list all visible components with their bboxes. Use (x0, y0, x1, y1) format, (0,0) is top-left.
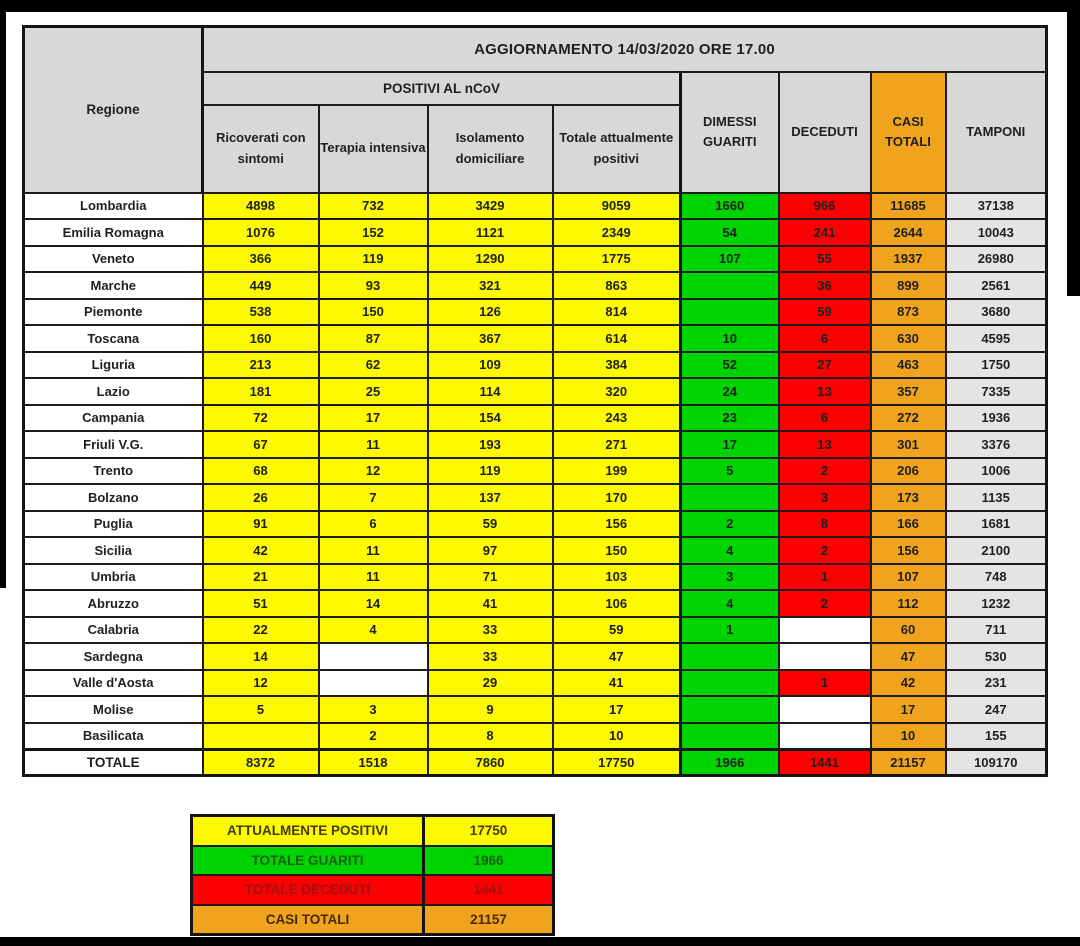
table-cell: 3 (779, 484, 871, 511)
table-cell: 449 (203, 272, 319, 299)
col-header-totale-attualmente-positivi: Totale attualmente positivi (553, 105, 681, 193)
table-cell: 137 (428, 484, 553, 511)
table-cell: 67 (203, 431, 319, 458)
table-cell (779, 617, 871, 644)
table-cell: 91 (203, 511, 319, 538)
table-cell: 2 (319, 723, 428, 750)
table-cell: 1518 (319, 749, 428, 776)
table-cell: 7860 (428, 749, 553, 776)
region-name-cell: Bolzano (24, 484, 203, 511)
table-cell: 4 (681, 590, 779, 617)
col-header-casi-totali: CASI TOTALI (871, 72, 946, 193)
table-cell: 11 (319, 564, 428, 591)
legend-label: CASI TOTALI (192, 905, 424, 935)
table-cell: 367 (428, 325, 553, 352)
table-cell (681, 670, 779, 697)
table-cell: 9 (428, 696, 553, 723)
table-cell: 93 (319, 272, 428, 299)
table-cell (681, 272, 779, 299)
table-cell: 54 (681, 219, 779, 246)
table-cell: 12 (203, 670, 319, 697)
col-header-terapia-intensiva: Terapia intensiva (319, 105, 428, 193)
table-cell: 59 (779, 299, 871, 326)
table-cell: 156 (553, 511, 681, 538)
region-name-cell: TOTALE (24, 749, 203, 776)
table-cell: 42 (203, 537, 319, 564)
table-row (24, 564, 1047, 591)
table-row (24, 590, 1047, 617)
table-cell: 863 (553, 272, 681, 299)
table-cell: 206 (871, 458, 946, 485)
table-cell: 463 (871, 352, 946, 379)
col-header-deceduti: DECEDUTI (779, 72, 871, 193)
region-name-cell: Abruzzo (24, 590, 203, 617)
table-cell (681, 643, 779, 670)
table-cell: 68 (203, 458, 319, 485)
black-border-top (0, 0, 1080, 12)
table-cell: 4595 (946, 325, 1047, 352)
table-cell: 11 (319, 537, 428, 564)
table-cell: 899 (871, 272, 946, 299)
legend-row (192, 846, 554, 876)
region-name-cell: Sicilia (24, 537, 203, 564)
table-cell: 7 (319, 484, 428, 511)
table-cell: 1966 (681, 749, 779, 776)
table-cell: 873 (871, 299, 946, 326)
region-name-cell: Marche (24, 272, 203, 299)
table-cell: 72 (203, 405, 319, 432)
table-cell (779, 723, 871, 750)
table-cell: 1232 (946, 590, 1047, 617)
table-cell: 51 (203, 590, 319, 617)
table-cell: 3 (681, 564, 779, 591)
col-header-regione: Regione (24, 27, 203, 193)
table-row (24, 696, 1047, 723)
table-cell: 272 (871, 405, 946, 432)
table-row (24, 617, 1047, 644)
table-row (24, 431, 1047, 458)
table-cell: 26980 (946, 246, 1047, 273)
table-cell: 25 (319, 378, 428, 405)
table-cell: 357 (871, 378, 946, 405)
region-name-cell: Trento (24, 458, 203, 485)
col-header-tamponi: TAMPONI (946, 72, 1047, 193)
table-cell: 13 (779, 378, 871, 405)
legend-value: 1966 (424, 846, 554, 876)
table-cell: 2 (681, 511, 779, 538)
covid-region-table (22, 25, 1048, 777)
table-row (24, 299, 1047, 326)
region-name-cell: Valle d'Aosta (24, 670, 203, 697)
table-cell: 2561 (946, 272, 1047, 299)
table-cell: 23 (681, 405, 779, 432)
legend-label: TOTALE DECEDUTI (192, 875, 424, 905)
table-cell: 538 (203, 299, 319, 326)
col-header-ricoverati-con-sintomi: Ricoverati con sintomi (203, 105, 319, 193)
table-cell: 320 (553, 378, 681, 405)
legend-row (192, 905, 554, 935)
table-cell: 1750 (946, 352, 1047, 379)
region-name-cell: Friuli V.G. (24, 431, 203, 458)
table-cell: 33 (428, 643, 553, 670)
table-cell: 87 (319, 325, 428, 352)
table-cell: 6 (779, 325, 871, 352)
table-cell: 119 (428, 458, 553, 485)
table-cell: 152 (319, 219, 428, 246)
table-cell: 41 (553, 670, 681, 697)
table-cell: 4 (319, 617, 428, 644)
table-cell: 55 (779, 246, 871, 273)
table-cell: 42 (871, 670, 946, 697)
table-cell: 47 (553, 643, 681, 670)
table-row (24, 378, 1047, 405)
table-cell: 4 (681, 537, 779, 564)
table-cell (319, 670, 428, 697)
table-row (24, 193, 1047, 220)
table-cell: 17 (553, 696, 681, 723)
table-row (24, 352, 1047, 379)
table-cell: 107 (681, 246, 779, 273)
table-row (24, 458, 1047, 485)
table-cell: 107 (871, 564, 946, 591)
table-cell: 614 (553, 325, 681, 352)
table-cell: 5 (681, 458, 779, 485)
table-cell: 241 (779, 219, 871, 246)
table-cell: 814 (553, 299, 681, 326)
table-cell: 173 (871, 484, 946, 511)
table-cell: 47 (871, 643, 946, 670)
table-cell: 8 (428, 723, 553, 750)
table-cell: 114 (428, 378, 553, 405)
table-cell: 160 (203, 325, 319, 352)
black-border-bottom (0, 937, 1080, 946)
table-cell: 36 (779, 272, 871, 299)
legend-value: 1441 (424, 875, 554, 905)
table-cell: 321 (428, 272, 553, 299)
table-cell: 1 (779, 564, 871, 591)
region-name-cell: Piemonte (24, 299, 203, 326)
table-cell: 1660 (681, 193, 779, 220)
region-name-cell: Toscana (24, 325, 203, 352)
region-name-cell: Sardegna (24, 643, 203, 670)
table-cell: 60 (871, 617, 946, 644)
table-cell: 366 (203, 246, 319, 273)
table-cell (681, 723, 779, 750)
table-row (24, 246, 1047, 273)
table-cell: 11685 (871, 193, 946, 220)
table-cell: 10 (553, 723, 681, 750)
legend-row (192, 875, 554, 905)
table-cell: 8372 (203, 749, 319, 776)
table-cell: 181 (203, 378, 319, 405)
region-name-cell: Umbria (24, 564, 203, 591)
table-cell: 9059 (553, 193, 681, 220)
table-cell: 166 (871, 511, 946, 538)
table-cell: 150 (553, 537, 681, 564)
table-cell (681, 696, 779, 723)
table-cell: 126 (428, 299, 553, 326)
table-cell: 7335 (946, 378, 1047, 405)
table-cell (319, 643, 428, 670)
table-cell: 2 (779, 590, 871, 617)
table-cell: 2 (779, 537, 871, 564)
table-cell: 1076 (203, 219, 319, 246)
table-cell: 3 (319, 696, 428, 723)
region-name-cell: Campania (24, 405, 203, 432)
table-cell: 109 (428, 352, 553, 379)
table-cell (779, 696, 871, 723)
table-cell: 231 (946, 670, 1047, 697)
table-cell: 3376 (946, 431, 1047, 458)
table-cell: 12 (319, 458, 428, 485)
table-cell: 52 (681, 352, 779, 379)
table-cell: 24 (681, 378, 779, 405)
table-row (24, 670, 1047, 697)
table-cell: 1 (681, 617, 779, 644)
table-cell: 22 (203, 617, 319, 644)
table-cell: 10043 (946, 219, 1047, 246)
region-name-cell: Emilia Romagna (24, 219, 203, 246)
table-cell: 29 (428, 670, 553, 697)
table-cell: 2 (779, 458, 871, 485)
summary-legend (190, 814, 555, 936)
table-cell: 59 (428, 511, 553, 538)
table-cell: 112 (871, 590, 946, 617)
table-cell: 530 (946, 643, 1047, 670)
table-title: AGGIORNAMENTO 14/03/2020 ORE 17.00 (203, 27, 1047, 72)
table-cell: 109170 (946, 749, 1047, 776)
table-cell: 41 (428, 590, 553, 617)
table-cell: 59 (553, 617, 681, 644)
table-cell: 1006 (946, 458, 1047, 485)
col-group-positivi-ncov: POSITIVI AL nCoV (203, 72, 681, 105)
table-cell: 1937 (871, 246, 946, 273)
table-cell: 156 (871, 537, 946, 564)
col-header-dimessi-guariti: DIMESSI GUARITI (681, 72, 779, 193)
region-name-cell: Molise (24, 696, 203, 723)
table-cell: 1 (779, 670, 871, 697)
table-cell: 170 (553, 484, 681, 511)
region-name-cell: Liguria (24, 352, 203, 379)
table-cell: 1775 (553, 246, 681, 273)
table-row (24, 484, 1047, 511)
table-cell: 213 (203, 352, 319, 379)
legend-label: TOTALE GUARITI (192, 846, 424, 876)
table-cell: 17750 (553, 749, 681, 776)
table-cell: 193 (428, 431, 553, 458)
table-cell: 3429 (428, 193, 553, 220)
table-cell: 4898 (203, 193, 319, 220)
table-cell: 2644 (871, 219, 946, 246)
table-row (24, 643, 1047, 670)
region-name-cell: Veneto (24, 246, 203, 273)
table-row (24, 537, 1047, 564)
table-cell: 17 (681, 431, 779, 458)
table-cell: 21157 (871, 749, 946, 776)
table-row (24, 405, 1047, 432)
table-cell (681, 299, 779, 326)
table-cell: 103 (553, 564, 681, 591)
table-cell: 10 (681, 325, 779, 352)
table-cell: 243 (553, 405, 681, 432)
table-cell: 301 (871, 431, 946, 458)
table-row (24, 219, 1047, 246)
table-cell: 27 (779, 352, 871, 379)
table-cell: 71 (428, 564, 553, 591)
black-border-right (1067, 0, 1080, 296)
table-cell: 247 (946, 696, 1047, 723)
table-row (24, 511, 1047, 538)
table-cell: 14 (319, 590, 428, 617)
table-cell: 155 (946, 723, 1047, 750)
table-cell: 966 (779, 193, 871, 220)
table-cell: 1121 (428, 219, 553, 246)
table-cell: 11 (319, 431, 428, 458)
region-name-cell: Basilicata (24, 723, 203, 750)
table-cell (681, 484, 779, 511)
table-cell: 1681 (946, 511, 1047, 538)
table-cell: 26 (203, 484, 319, 511)
table-cell: 8 (779, 511, 871, 538)
table-cell: 6 (319, 511, 428, 538)
table-cell: 1936 (946, 405, 1047, 432)
table-cell: 10 (871, 723, 946, 750)
table-cell: 14 (203, 643, 319, 670)
table-cell: 1441 (779, 749, 871, 776)
table-cell: 17 (319, 405, 428, 432)
table-cell: 3680 (946, 299, 1047, 326)
table-cell: 97 (428, 537, 553, 564)
legend-value: 21157 (424, 905, 554, 935)
region-name-cell: Puglia (24, 511, 203, 538)
table-cell: 154 (428, 405, 553, 432)
table-cell: 630 (871, 325, 946, 352)
table-cell: 732 (319, 193, 428, 220)
table-row-totale (24, 749, 1047, 776)
table-cell: 1290 (428, 246, 553, 273)
table-cell: 199 (553, 458, 681, 485)
black-border-left (0, 0, 6, 588)
legend-value: 17750 (424, 816, 554, 846)
table-cell: 5 (203, 696, 319, 723)
table-row (24, 325, 1047, 352)
col-header-isolamento-domiciliare: Isolamento domiciliare (428, 105, 553, 193)
table-cell: 711 (946, 617, 1047, 644)
table-row (24, 723, 1047, 750)
table-cell: 119 (319, 246, 428, 273)
region-name-cell: Lazio (24, 378, 203, 405)
region-name-cell: Lombardia (24, 193, 203, 220)
table-cell: 37138 (946, 193, 1047, 220)
legend-label: ATTUALMENTE POSITIVI (192, 816, 424, 846)
table-cell: 2100 (946, 537, 1047, 564)
table-cell: 33 (428, 617, 553, 644)
table-cell: 1135 (946, 484, 1047, 511)
table-cell: 271 (553, 431, 681, 458)
table-cell: 2349 (553, 219, 681, 246)
legend-row (192, 816, 554, 846)
table-cell: 17 (871, 696, 946, 723)
table-cell: 6 (779, 405, 871, 432)
table-cell (779, 643, 871, 670)
table-cell: 21 (203, 564, 319, 591)
table-cell: 384 (553, 352, 681, 379)
table-row (24, 272, 1047, 299)
table-cell: 748 (946, 564, 1047, 591)
table-cell: 62 (319, 352, 428, 379)
table-cell: 13 (779, 431, 871, 458)
table-cell: 106 (553, 590, 681, 617)
table-cell: 150 (319, 299, 428, 326)
region-name-cell: Calabria (24, 617, 203, 644)
table-cell (203, 723, 319, 750)
